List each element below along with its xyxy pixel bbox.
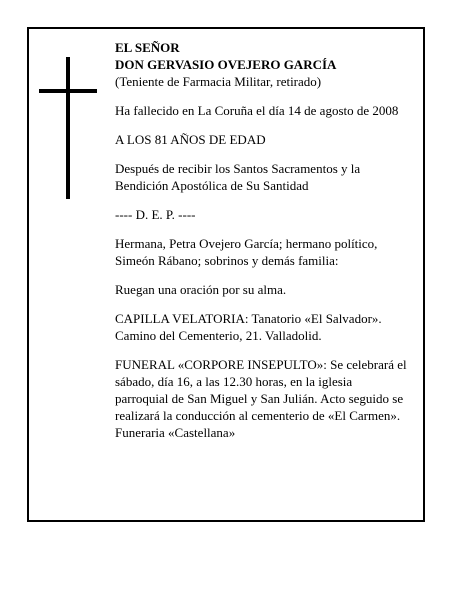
deceased-rank: (Teniente de Farmacia Militar, retirado): [115, 74, 322, 89]
sacraments-paragraph: [115, 160, 421, 194]
sacraments-line-2: Bendición Apostólica de Su Santidad: [115, 178, 309, 193]
deceased-heading: [115, 39, 421, 90]
age-paragraph: [115, 131, 421, 148]
obituary-card: [27, 27, 425, 522]
chapel-line-2: Camino del Cementerio, 21. Valladolid.: [115, 328, 322, 343]
cross-vertical-bar: [66, 57, 70, 199]
obituary-text: [115, 39, 421, 453]
chapel-paragraph: [115, 310, 421, 344]
chapel-line-1: CAPILLA VELATORIA: Tanatorio «El Salvador».: [115, 311, 382, 326]
rip-paragraph: [115, 206, 421, 223]
age-line: A LOS 81 AÑOS DE EDAD: [115, 132, 266, 147]
prayer-paragraph: [115, 281, 421, 298]
funeral-line-4: realizará la conducción al cementerio de «El Carmen».: [115, 408, 401, 423]
funeral-paragraph: [115, 356, 421, 441]
rip-line: ---- D. E. P. ----: [115, 207, 196, 222]
funeral-line-2: sábado, día 16, a las 12.30 horas, en la iglesia: [115, 374, 353, 389]
funeral-line-5: Funeraria «Castellana»: [115, 425, 236, 440]
prayer-line: Ruegan una oración por su alma.: [115, 282, 287, 297]
death-announcement: [115, 102, 421, 119]
funeral-line-1: FUNERAL «CORPORE INSEPULTO»: Se celebrará el: [115, 357, 407, 372]
title-line-1: EL SEÑOR: [115, 40, 180, 55]
latin-cross-icon: [39, 57, 97, 199]
family-line-2: Simeón Rábano; sobrinos y demás familia:: [115, 253, 339, 268]
funeral-line-3: parroquial de San Miguel y San Julián. Acto seguido se: [115, 391, 404, 406]
death-line: Ha fallecido en La Coruña el día 14 de agosto de 2008: [115, 103, 399, 118]
cross-horizontal-bar: [39, 89, 97, 93]
family-paragraph: [115, 235, 421, 269]
deceased-name: DON GERVASIO OVEJERO GARCÍA: [115, 57, 337, 72]
family-line-1: Hermana, Petra Ovejero García; hermano político,: [115, 236, 378, 251]
sacraments-line-1: Después de recibir los Santos Sacramentos y la: [115, 161, 361, 176]
